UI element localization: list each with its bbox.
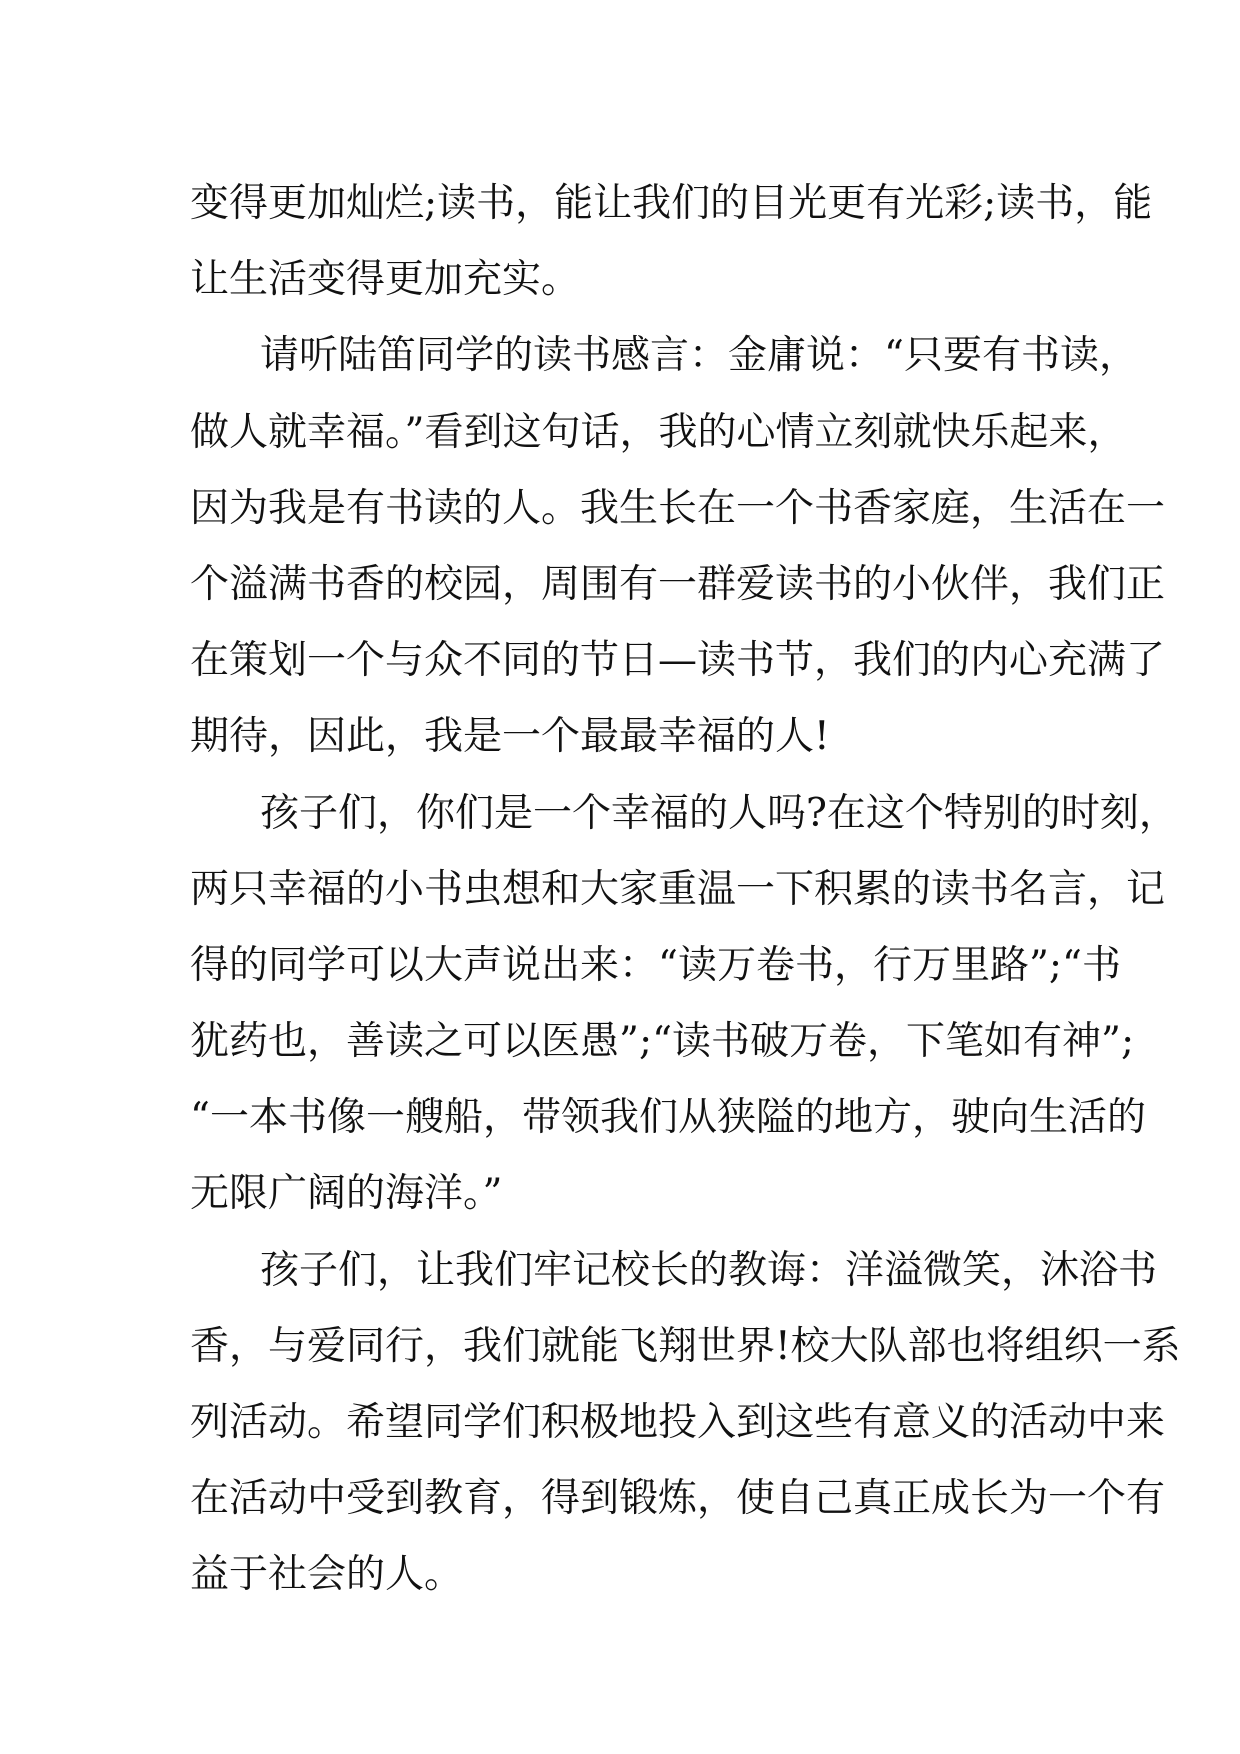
text-line: 让生活变得更加充实。 — [190, 257, 581, 303]
body-text — [190, 166, 1181, 1614]
text-line: 孩子们，让我们牢记校长的教诲：洋溢微笑，沐浴书 — [260, 1247, 1158, 1293]
paragraph-4 — [190, 1233, 1181, 1614]
text-line: 两只幸福的小书虫想和大家重温一下积累的读书名言，记 — [190, 866, 1166, 912]
text-line: 请听陆笛同学的读书感言：金庸说：“只要有书读， — [260, 333, 1138, 379]
text-line: 孩子们，你们是一个幸福的人吗?在这个特别的时刻， — [260, 790, 1178, 836]
text-line: 个溢满书香的校园，周围有一群爱读书的小伙伴，我们正 — [190, 561, 1166, 607]
text-line: 因为我是有书读的人。我生长在一个书香家庭，生活在一 — [190, 485, 1166, 531]
text-line: 犹药也，善读之可以医愚”;“读书破万卷，下笔如有神”; — [190, 1019, 1135, 1065]
text-line: 期待，因此，我是一个最最幸福的人! — [190, 714, 830, 760]
paragraph-1 — [190, 166, 1153, 318]
paragraph-3 — [190, 776, 1178, 1233]
text-line: 无限广阔的海洋。” — [190, 1171, 503, 1217]
text-line: 变得更加灿烂;读书，能让我们的目光更有光彩;读书，能 — [190, 181, 1153, 226]
text-line: 做人就幸福。”看到这句话，我的心情立刻就快乐起来， — [190, 409, 1127, 455]
text-line: 香，与爱同行，我们就能飞翔世界!校大队部也将组织一系 — [190, 1323, 1181, 1369]
text-line: 列活动。希望同学们积极地投入到这些有意义的活动中来 — [190, 1400, 1166, 1445]
text-line: “一本书像一艘船，带领我们从狭隘的地方，驶向生活的 — [190, 1095, 1146, 1141]
text-line: 得的同学可以大声说出来：“读万卷书，行万里路”;“书 — [190, 942, 1121, 988]
text-line: 在活动中受到教育，得到锻炼，使自己真正成长为一个有 — [190, 1476, 1166, 1522]
text-line: 益于社会的人。 — [190, 1552, 464, 1598]
paragraph-2 — [190, 318, 1166, 775]
text-line: 在策划一个与众不同的节日—读书节，我们的内心充满了 — [190, 638, 1166, 684]
